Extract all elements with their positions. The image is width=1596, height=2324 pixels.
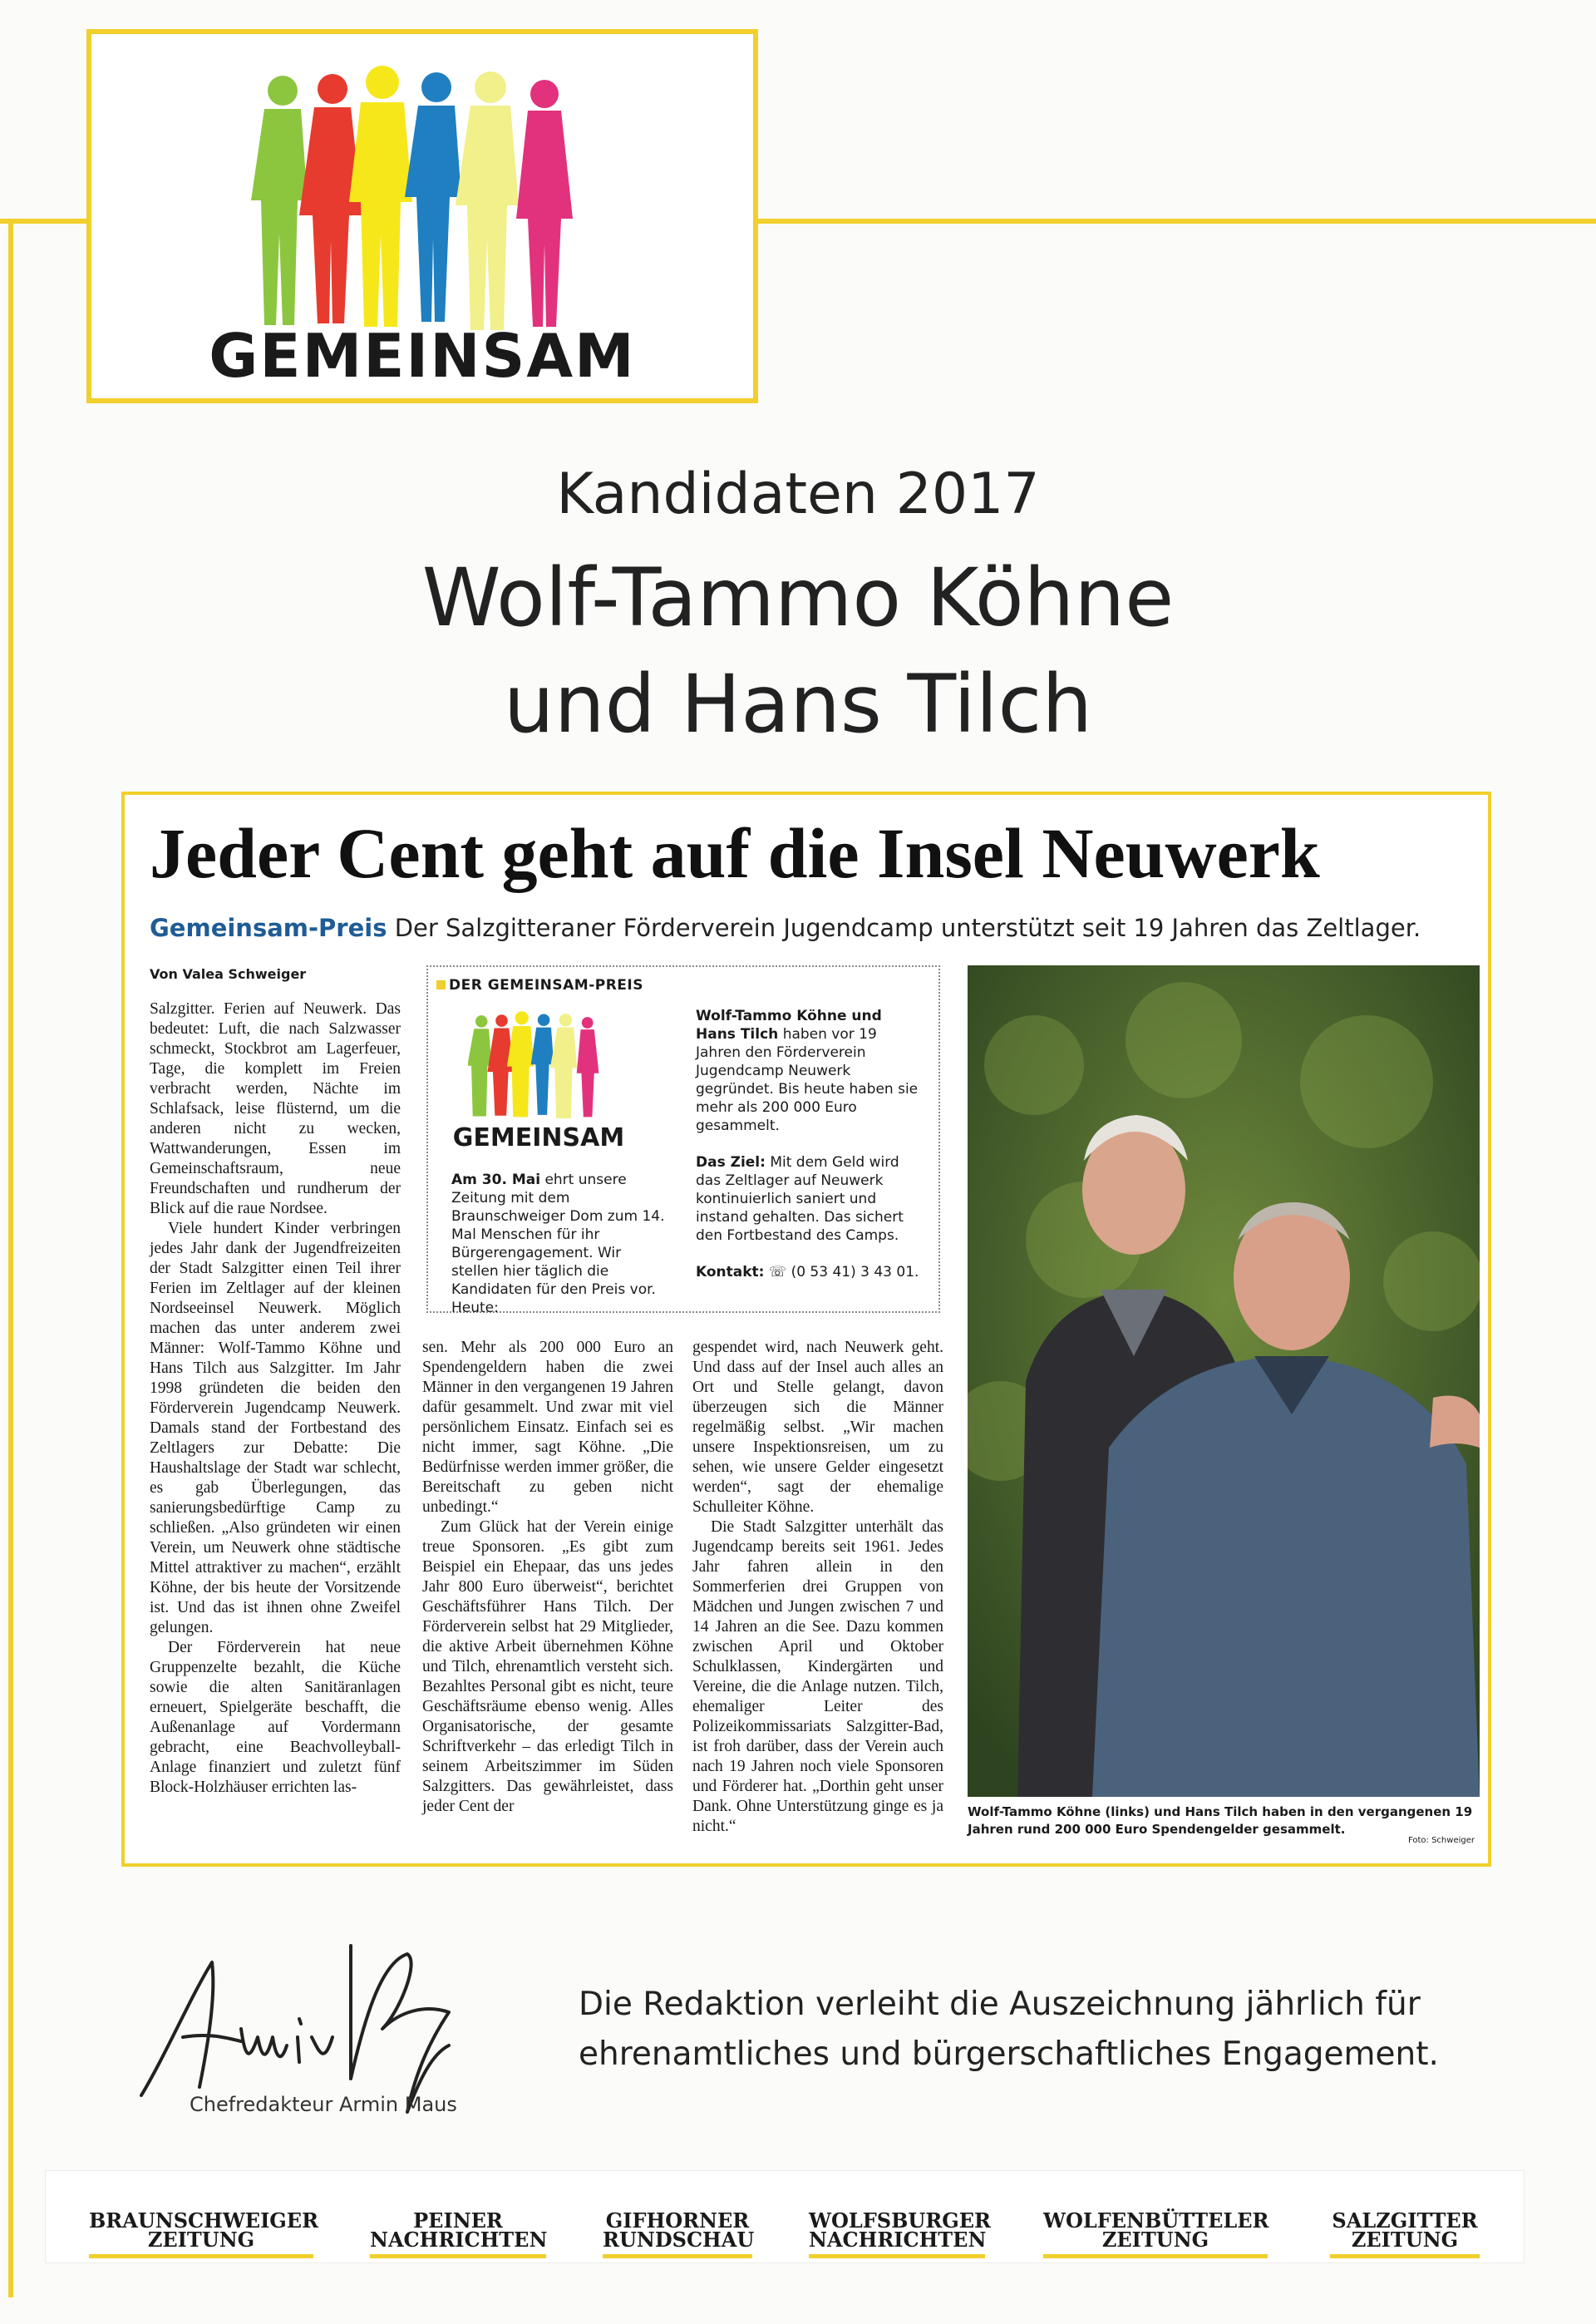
- newspaper-name-line1: WOLFSBURGER: [809, 2208, 991, 2233]
- article-deck: [150, 914, 1421, 942]
- intro-text: ehrt unsere Zeitung mit dem Braunschweiger Dom zum 14. Mal Menschen für ihr Bürgerengagement. Wir stellen hier täglich die Kandidaten für den Preis vor. Heute:: [451, 1172, 665, 1316]
- mini-logo-wordmark: GEMEINSAM: [452, 1123, 625, 1152]
- info-contact-phone: ☏ (0 53 41) 3 43 01.: [768, 1264, 919, 1280]
- newspaper-name-line2: NACHRICHTEN: [809, 2228, 987, 2252]
- page-kicker: Kandidaten 2017: [556, 461, 1040, 527]
- paragraph: Salzgitter. Ferien auf Neuwerk. Das bedeutet: Luft, die nach Salzwasser schmeckt, Stockbrot am Lagerfeuer, Tage, die komplett im Freien verbracht werden, Nächte im Schlafsack, leise flüsternd, um die anderen nicht zu wecken, Wattwanderungen, Essen im Gemeinschaftsraum, neue Freundschaften und rundherum der Blick auf die raue Nordsee.: [150, 1000, 401, 1217]
- info-box-label: [436, 977, 643, 994]
- newspaper-name-line1: SALZGITTER: [1332, 2208, 1478, 2233]
- newspaper-name-line2: ZEITUNG: [147, 2228, 255, 2252]
- info-names: [696, 1007, 920, 1135]
- info-box-label-text: DER GEMEINSAM-PREIS: [449, 977, 643, 994]
- article-photo: [968, 965, 1480, 1797]
- candidate-names-line1: Wolf-Tammo Köhne: [421, 551, 1175, 644]
- article-column-1: [150, 999, 401, 1843]
- info-contact: [696, 1263, 920, 1281]
- newspaper-name-line2: NACHRICHTEN: [370, 2228, 548, 2252]
- article-headline: Jeder Cent geht auf die Insel Neuwerk: [150, 813, 1320, 893]
- info-contact-bold: Kontakt:: [696, 1264, 765, 1280]
- info-goal-bold: Das Ziel:: [696, 1154, 766, 1171]
- paragraph: Viele hundert Kinder verbringen jedes Jahr dank der Jugendfreizeiten der Stadt Salzgitter einen Teil ihrer Ferien im Zeltlager auf der kleinen Nordseeinsel Neuwerk. Möglich machen das unter anderem zwei Männer: Wolf-Tammo Köhne und Hans Tilch aus Salzgitter. Im Jahr 1998 gründeten die beiden den Förderverein Jugendcamp Neuwerk. Damals stand der Fortbestand des Zeltlagers zur Debatte: Die Haushaltslage der Stadt war schlecht, es gab Überlegungen, das sanierungsbedürftige Camp zu schließen. „Also gründeten wir einen Verein, um Neuwerk ohne städtische Mittel attraktiver zu machen“, erzählt Köhne, der bis heute der Vorsitzende ist. Und das ist ihnen ohne Zweifel gelungen.: [150, 1220, 401, 1636]
- people-silhouettes-icon: [249, 57, 598, 340]
- newspaper-logo: [370, 2208, 548, 2258]
- newspaper-logos-bar: [45, 2170, 1525, 2263]
- award-description: Die Redaktion verleiht die Auszeichnung jährlich für ehrenamtliches und bürgerschaftliches Engagement.: [579, 1986, 1439, 2073]
- newspaper-logo: [89, 2208, 319, 2258]
- info-box-intro: [451, 1171, 669, 1317]
- photo-credit: Foto: Schweiger: [1407, 1836, 1475, 1845]
- intro-date: Am 30. Mai: [451, 1172, 541, 1188]
- paragraph: Zum Glück hat der Verein einige treue Sponsoren. „Es gibt zum Beispiel ein Ehepaar, das uns jedes Jahr 800 Euro überweist“, berichtet Geschäftsführer Hans Tilch. Der Förderverein selbst hat 29 Mitglieder, die aktive Arbeit übernehmen Köhne und Tilch, ehrenamtlich versteht sich. Bezahltes Personal gibt es nicht, teure Geschäftsräume ebenso wenig. Alles Organisatorische, der gesamte Schriftverkehr – das erledigt Tilch in seinem Arbeitszimmer im Süden Salzgitters. Das gewährleistet, dass jeder Cent der: [422, 1518, 673, 1815]
- info-names-text: haben vor 19 Jahren den Förderverein Jugendcamp Neuwerk gegründet. Bis heute haben sie mehr als 200 000 Euro gesammelt.: [696, 1026, 919, 1134]
- info-box-details: [696, 1007, 920, 1300]
- candidate-names: [0, 545, 1596, 757]
- newspaper-name-line1: WOLFENBÜTTELER: [1043, 2208, 1269, 2233]
- gemeinsam-logo: [86, 29, 758, 403]
- logo-wordmark: GEMEINSAM: [209, 321, 636, 391]
- yellow-square-icon: [436, 980, 446, 989]
- deck-text: Der Salzgitteraner Förderverein Jugendcamp unterstützt seit 19 Jahren das Zeltlager.: [394, 914, 1421, 942]
- mini-gemeinsam-logo: [443, 1007, 634, 1182]
- newspaper-name-line1: GIFHORNER: [605, 2208, 750, 2233]
- article-column-2: [422, 1338, 673, 1845]
- award-info-box: [426, 965, 940, 1316]
- paragraph: gespendet wird, nach Neuwerk geht. Und dass auf der Insel auch alles an Ort und Stelle gelangt, davon überzeugen sich die Männer regelmäßig selbst. „Wir machen unsere Inspektionsreisen, um zu sehen, wie unsere Gelder eingesetzt werden“, sagt der ehemalige Schulleiter Köhne.: [692, 1339, 943, 1516]
- paragraph: sen. Mehr als 200 000 Euro an Spendengeldern haben die zwei Männer in den vergangenen 19 Jahren dafür gesammelt. Und zwar mit viel persönlichem Einsatz. Einfach sei es nicht immer, sagt Köhne. „Die Bedürfnisse werden immer größer, die Bereitschaft zu geben nicht unbedingt.“: [422, 1339, 673, 1516]
- people-silhouettes-icon: [468, 1007, 609, 1123]
- article-byline: Von Valea Schweiger: [150, 966, 307, 982]
- info-goal-text: Mit dem Geld wird das Zeltlager auf Neuwerk kontinuierlich saniert und instand gehalten. Das sichert den Fortbestand des Camps.: [696, 1154, 904, 1244]
- newspaper-name-line2: RUNDSCHAU: [603, 2228, 755, 2252]
- newspaper-logo: [603, 2208, 755, 2258]
- newspaper-logo: [1043, 2208, 1269, 2258]
- info-goal: [696, 1153, 920, 1245]
- paragraph: Der Förderverein hat neue Gruppenzelte bezahlt, die Küche sowie die alten Sanitäranlagen erneuert, Spielgeräte beschafft, die Außenanlage auf Vordermann gebracht, eine Beachvolleyball-Anlage finanziert und zuletzt fünf Block-Holzhäuser errichten las-: [150, 1639, 401, 1796]
- newspaper-name-line2: ZEITUNG: [1101, 2228, 1209, 2252]
- newspaper-name-line2: ZEITUNG: [1351, 2228, 1459, 2252]
- signature-title: Chefredakteur Armin Maus: [190, 2093, 457, 2116]
- newspaper-name-line1: PEINER: [413, 2208, 503, 2233]
- info-names-bold: Wolf-Tammo Köhne und Hans Tilch: [696, 1008, 882, 1043]
- candidate-names-line2: und Hans Tilch: [503, 658, 1093, 751]
- deck-tag: Gemeinsam-Preis: [150, 914, 387, 942]
- yellow-frame-left: [8, 219, 13, 2297]
- photo-caption: Wolf-Tammo Köhne (links) und Hans Tilch haben in den vergangenen 19 Jahren rund 200 000 Euro Spendengelder gesammelt.: [968, 1804, 1473, 1837]
- newspaper-article: [121, 792, 1491, 1867]
- paragraph: Die Stadt Salzgitter unterhält das Jugendcamp bereits seit 1961. Jedes Jahr fahren allein in den Sommerferien drei Gruppen von Mädchen und Jungen zwischen 7 und 14 Jahren an die See. Dazu kommen zwischen April und Oktober Schulklassen, Kindergärten und Vereine, die die Anlage nutzen. Tilch, ehemaliger Leiter des Polizeikommissariats Salzgitter-Bad, ist froh darüber, dass der Verein auch nach 19 Jahren noch viele Sponsoren und Förderer hat. „Dorthin geht unser Dank. Ohne Unterstützung ginge es ja nicht.“: [692, 1518, 943, 1835]
- article-column-3: [692, 1338, 943, 1845]
- newspaper-name-line1: BRAUNSCHWEIGER: [89, 2208, 319, 2233]
- photo-two-men-image: [968, 965, 1480, 1797]
- newspaper-logo: [809, 2208, 991, 2258]
- newspaper-logo: [1330, 2208, 1480, 2258]
